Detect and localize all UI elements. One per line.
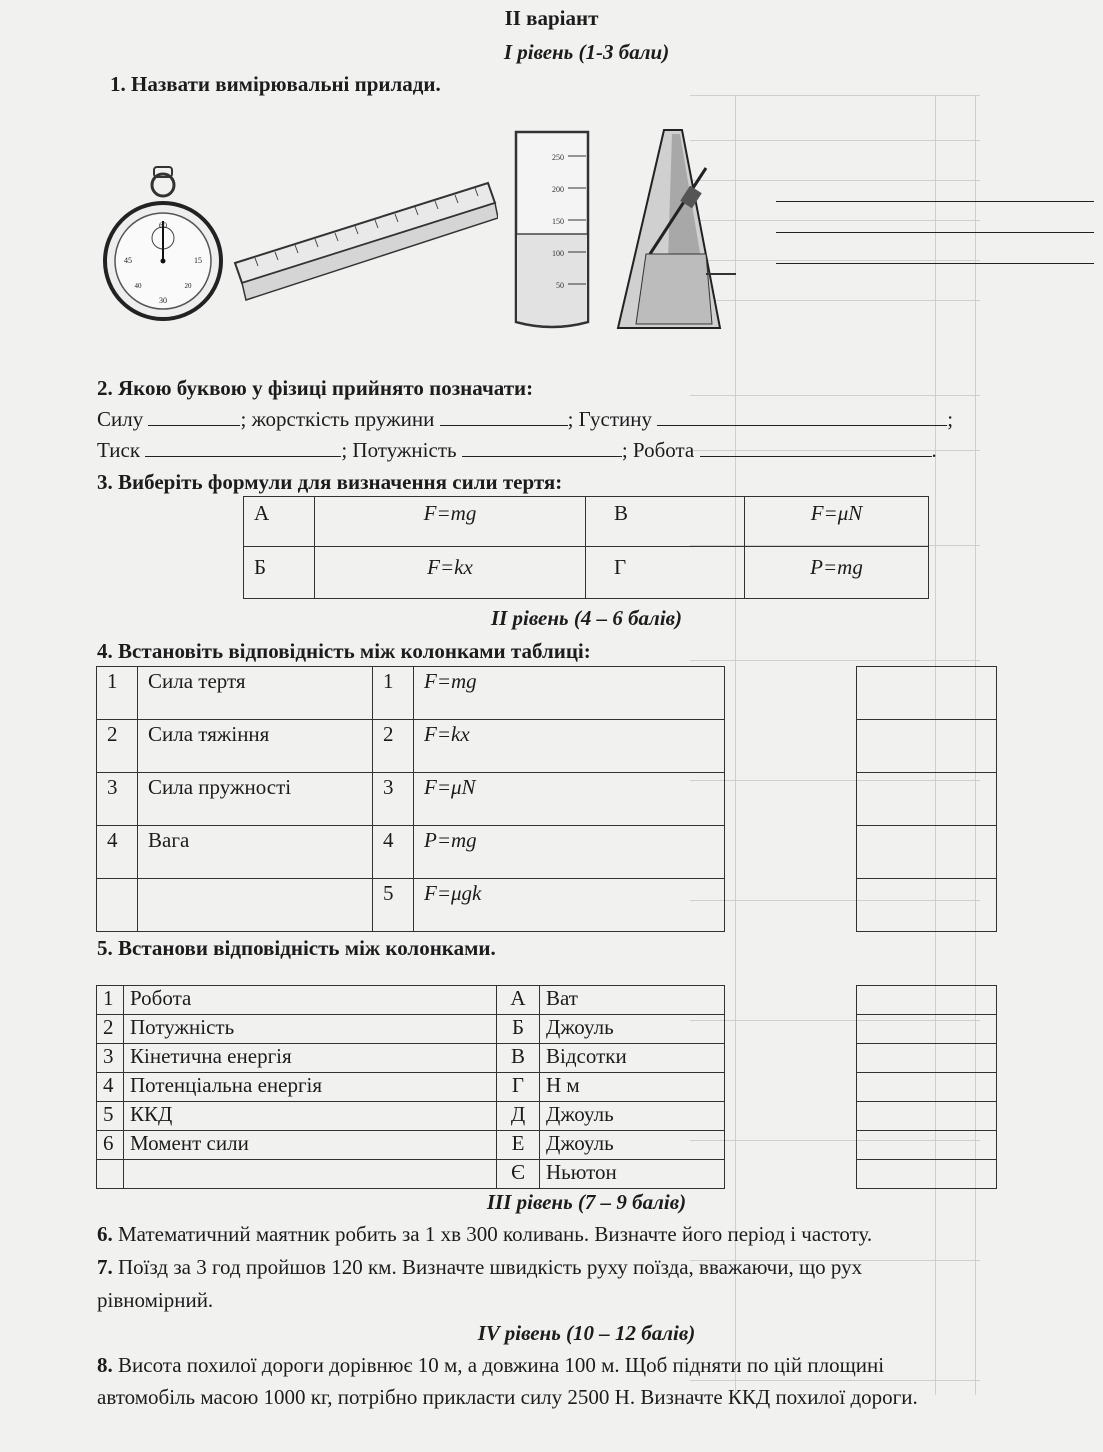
q4-right-num: 3 [373, 773, 414, 826]
q5-quantity[interactable]: Робота [124, 986, 497, 1015]
q5-quantity[interactable]: ККД [124, 1102, 497, 1131]
level2-heading: II рівень (4 – 6 балів) [490, 606, 683, 630]
q2-line-1-end: ; [947, 407, 954, 431]
q5-quantity[interactable]: Потужність [124, 1015, 497, 1044]
q4-left-num [97, 879, 138, 932]
q3-option-formula[interactable]: F=μN [745, 497, 929, 547]
q5-unit-letter: Д [497, 1102, 540, 1131]
svg-text:60: 60 [159, 221, 167, 230]
svg-text:40: 40 [134, 282, 142, 290]
q5-unit[interactable]: Н м [540, 1073, 725, 1102]
q3-row [244, 497, 929, 547]
q3-option-formula[interactable]: P=mg [745, 547, 929, 599]
q2-label-pressure: Тиск [97, 438, 141, 462]
q3-row [244, 547, 929, 599]
q5-row [97, 1131, 725, 1160]
q4-right-num: 4 [373, 826, 414, 879]
q4-answer-cell[interactable] [857, 879, 997, 932]
q5-unit[interactable]: Джоуль [540, 1015, 725, 1044]
q5-left-num: 1 [97, 986, 124, 1015]
q4-right-num: 2 [373, 720, 414, 773]
q4-right-num: 5 [373, 879, 414, 932]
q4-left-num: 3 [97, 773, 138, 826]
svg-text:15: 15 [194, 256, 202, 265]
q5-quantity[interactable]: Кінетична енергія [124, 1044, 497, 1073]
q5-row [97, 1160, 725, 1189]
q5-row [97, 1044, 725, 1073]
q5-unit[interactable]: Відсотки [540, 1044, 725, 1073]
q4-right-num: 1 [373, 667, 414, 720]
question-8-text: Висота похилої дороги дорівнює 10 м, а довжина 100 м. Щоб підняти по цій площині [112, 1353, 885, 1377]
q5-answer-cell[interactable] [857, 986, 997, 1015]
q2-blank-density[interactable] [657, 407, 947, 426]
q4-answer-cell[interactable] [857, 773, 997, 826]
q3-option-formula[interactable]: F=mg [315, 497, 586, 547]
question-6-number: 6. [97, 1222, 113, 1246]
q4-match-table [96, 666, 725, 932]
q4-answer-cell[interactable] [857, 720, 997, 773]
q4-right-formula[interactable]: F=mg [414, 667, 725, 720]
q5-unit-letter: А [497, 986, 540, 1015]
q5-answer-cell[interactable] [857, 1044, 997, 1073]
question-7-text: Поїзд за 3 год пройшов 120 км. Визначте швидкість руху поїзда, вважаючи, що рух [112, 1255, 863, 1279]
q4-left-item[interactable]: Сила тертя [138, 667, 373, 720]
question-7 [97, 1255, 862, 1280]
svg-text:45: 45 [124, 256, 132, 265]
q5-match-table [96, 985, 725, 1189]
q5-unit[interactable]: Джоуль [540, 1131, 725, 1160]
q4-right-formula[interactable]: F=kx [414, 720, 725, 773]
q4-left-item[interactable]: Вага [138, 826, 373, 879]
q5-unit-letter: Б [497, 1015, 540, 1044]
stopwatch-image [102, 163, 224, 331]
q4-answer-cell[interactable] [857, 667, 997, 720]
question-1: 1. Назвати вимірювальні прилади. [110, 72, 441, 96]
svg-text:30: 30 [159, 296, 167, 305]
q2-label-work: ; Робота [621, 438, 695, 462]
question-4: 4. Встановіть відповідність між колонками таблиці: [97, 639, 591, 663]
q5-left-num: 4 [97, 1073, 124, 1102]
q4-row [97, 667, 725, 720]
svg-text:50: 50 [556, 281, 564, 290]
q4-row [97, 720, 725, 773]
question-6-text: Математичний маятник робить за 1 хв 300 коливань. Визначте його період і частоту. [112, 1222, 873, 1246]
q5-unit[interactable]: Ват [540, 986, 725, 1015]
q5-unit-letter: Є [497, 1160, 540, 1189]
question-8-continued: автомобіль масою 1000 кг, потрібно прикласти силу 2500 Н. Визначте ККД похилої дороги. [97, 1385, 918, 1409]
q1-answer-line-2[interactable] [776, 232, 1094, 233]
q3-option-letter[interactable]: В [586, 497, 745, 547]
question-3: 3. Виберіть формули для визначення сили тертя: [97, 470, 563, 494]
level1-heading: I рівень (1-3 бали) [503, 40, 670, 64]
q2-label-stiffness: ; жорсткість пружини [240, 407, 435, 431]
q5-unit[interactable]: Ньютон [540, 1160, 725, 1189]
q2-blank-work[interactable] [700, 438, 932, 457]
q5-answer-cell[interactable] [857, 1073, 997, 1102]
q4-left-item[interactable]: Сила пружності [138, 773, 373, 826]
q5-left-num: 6 [97, 1131, 124, 1160]
q5-unit-letter: Г [497, 1073, 540, 1102]
q2-line-1 [97, 407, 953, 432]
q5-left-num: 5 [97, 1102, 124, 1131]
q5-quantity[interactable]: Потенціальна енергія [124, 1073, 497, 1102]
q5-unit-letter: В [497, 1044, 540, 1073]
question-8 [97, 1353, 884, 1378]
q2-blank-force[interactable] [148, 407, 240, 426]
q2-label-power: ; Потужність [341, 438, 457, 462]
q2-blank-pressure[interactable] [145, 438, 341, 457]
measuring-cylinder-image [508, 126, 600, 332]
q4-right-formula[interactable]: F=μN [414, 773, 725, 826]
q2-line-2-end: . [931, 438, 937, 462]
q5-row [97, 1073, 725, 1102]
q5-left-num [97, 1160, 124, 1189]
svg-text:150: 150 [552, 217, 564, 226]
q5-answer-cell[interactable] [857, 1102, 997, 1131]
q2-label-force: Силу [97, 407, 144, 431]
q2-line-2 [97, 438, 937, 463]
ruler-image [230, 178, 498, 313]
q5-row [97, 986, 725, 1015]
q5-quantity [124, 1160, 497, 1189]
q3-formula-table [243, 496, 929, 599]
q4-left-num: 4 [97, 826, 138, 879]
q1-answer-line-3[interactable] [776, 263, 1094, 264]
level3-heading: III рівень (7 – 9 балів) [486, 1190, 687, 1214]
question-7-continued: рівномірний. [97, 1288, 214, 1312]
q5-left-num: 2 [97, 1015, 124, 1044]
q5-unit[interactable]: Джоуль [540, 1102, 725, 1131]
q4-row [97, 826, 725, 879]
q2-label-density: ; Густину [567, 407, 652, 431]
svg-text:200: 200 [552, 185, 564, 194]
q5-row [97, 1102, 725, 1131]
q2-blank-power[interactable] [462, 438, 622, 457]
q4-left-item[interactable]: Сила тяжіння [138, 720, 373, 773]
question-6 [97, 1222, 872, 1247]
q5-unit-letter: Е [497, 1131, 540, 1160]
q4-row [97, 879, 725, 932]
cylinder-mark-250: 250 [552, 153, 564, 162]
q5-left-num: 3 [97, 1044, 124, 1073]
q5-answer-cell[interactable] [857, 1160, 997, 1189]
q4-left-num: 1 [97, 667, 138, 720]
level4-heading: IV рівень (10 – 12 балів) [477, 1321, 696, 1345]
q5-quantity[interactable]: Момент сили [124, 1131, 497, 1160]
question-8-number: 8. [97, 1353, 113, 1377]
q5-answer-cell[interactable] [857, 1015, 997, 1044]
svg-text:100: 100 [552, 249, 564, 258]
q4-answer-cell[interactable] [857, 826, 997, 879]
q5-answer-table [856, 985, 997, 1189]
metronome-image [606, 124, 740, 334]
q4-right-formula[interactable]: P=mg [414, 826, 725, 879]
q5-answer-cell[interactable] [857, 1131, 997, 1160]
q3-option-letter[interactable]: Б [244, 547, 315, 599]
question-7-number: 7. [97, 1255, 113, 1279]
q5-row [97, 1015, 725, 1044]
q4-left-item [138, 879, 373, 932]
q4-row [97, 773, 725, 826]
q3-option-formula[interactable]: F=kx [315, 547, 586, 599]
q4-left-num: 2 [97, 720, 138, 773]
question-5: 5. Встанови відповідність між колонками. [97, 936, 496, 960]
variant-title: II варіант [504, 6, 599, 30]
q3-option-letter[interactable]: А [244, 497, 315, 547]
question-2: 2. Якою буквою у фізиці прийнято позначати: [97, 376, 534, 400]
q2-blank-stiffness[interactable] [440, 407, 568, 426]
q3-option-letter[interactable]: Г [586, 547, 745, 599]
q4-answer-table [856, 666, 997, 932]
q4-right-formula[interactable]: F=μgk [414, 879, 725, 932]
q1-answer-line-1[interactable] [776, 201, 1094, 202]
svg-text:20: 20 [184, 282, 192, 290]
